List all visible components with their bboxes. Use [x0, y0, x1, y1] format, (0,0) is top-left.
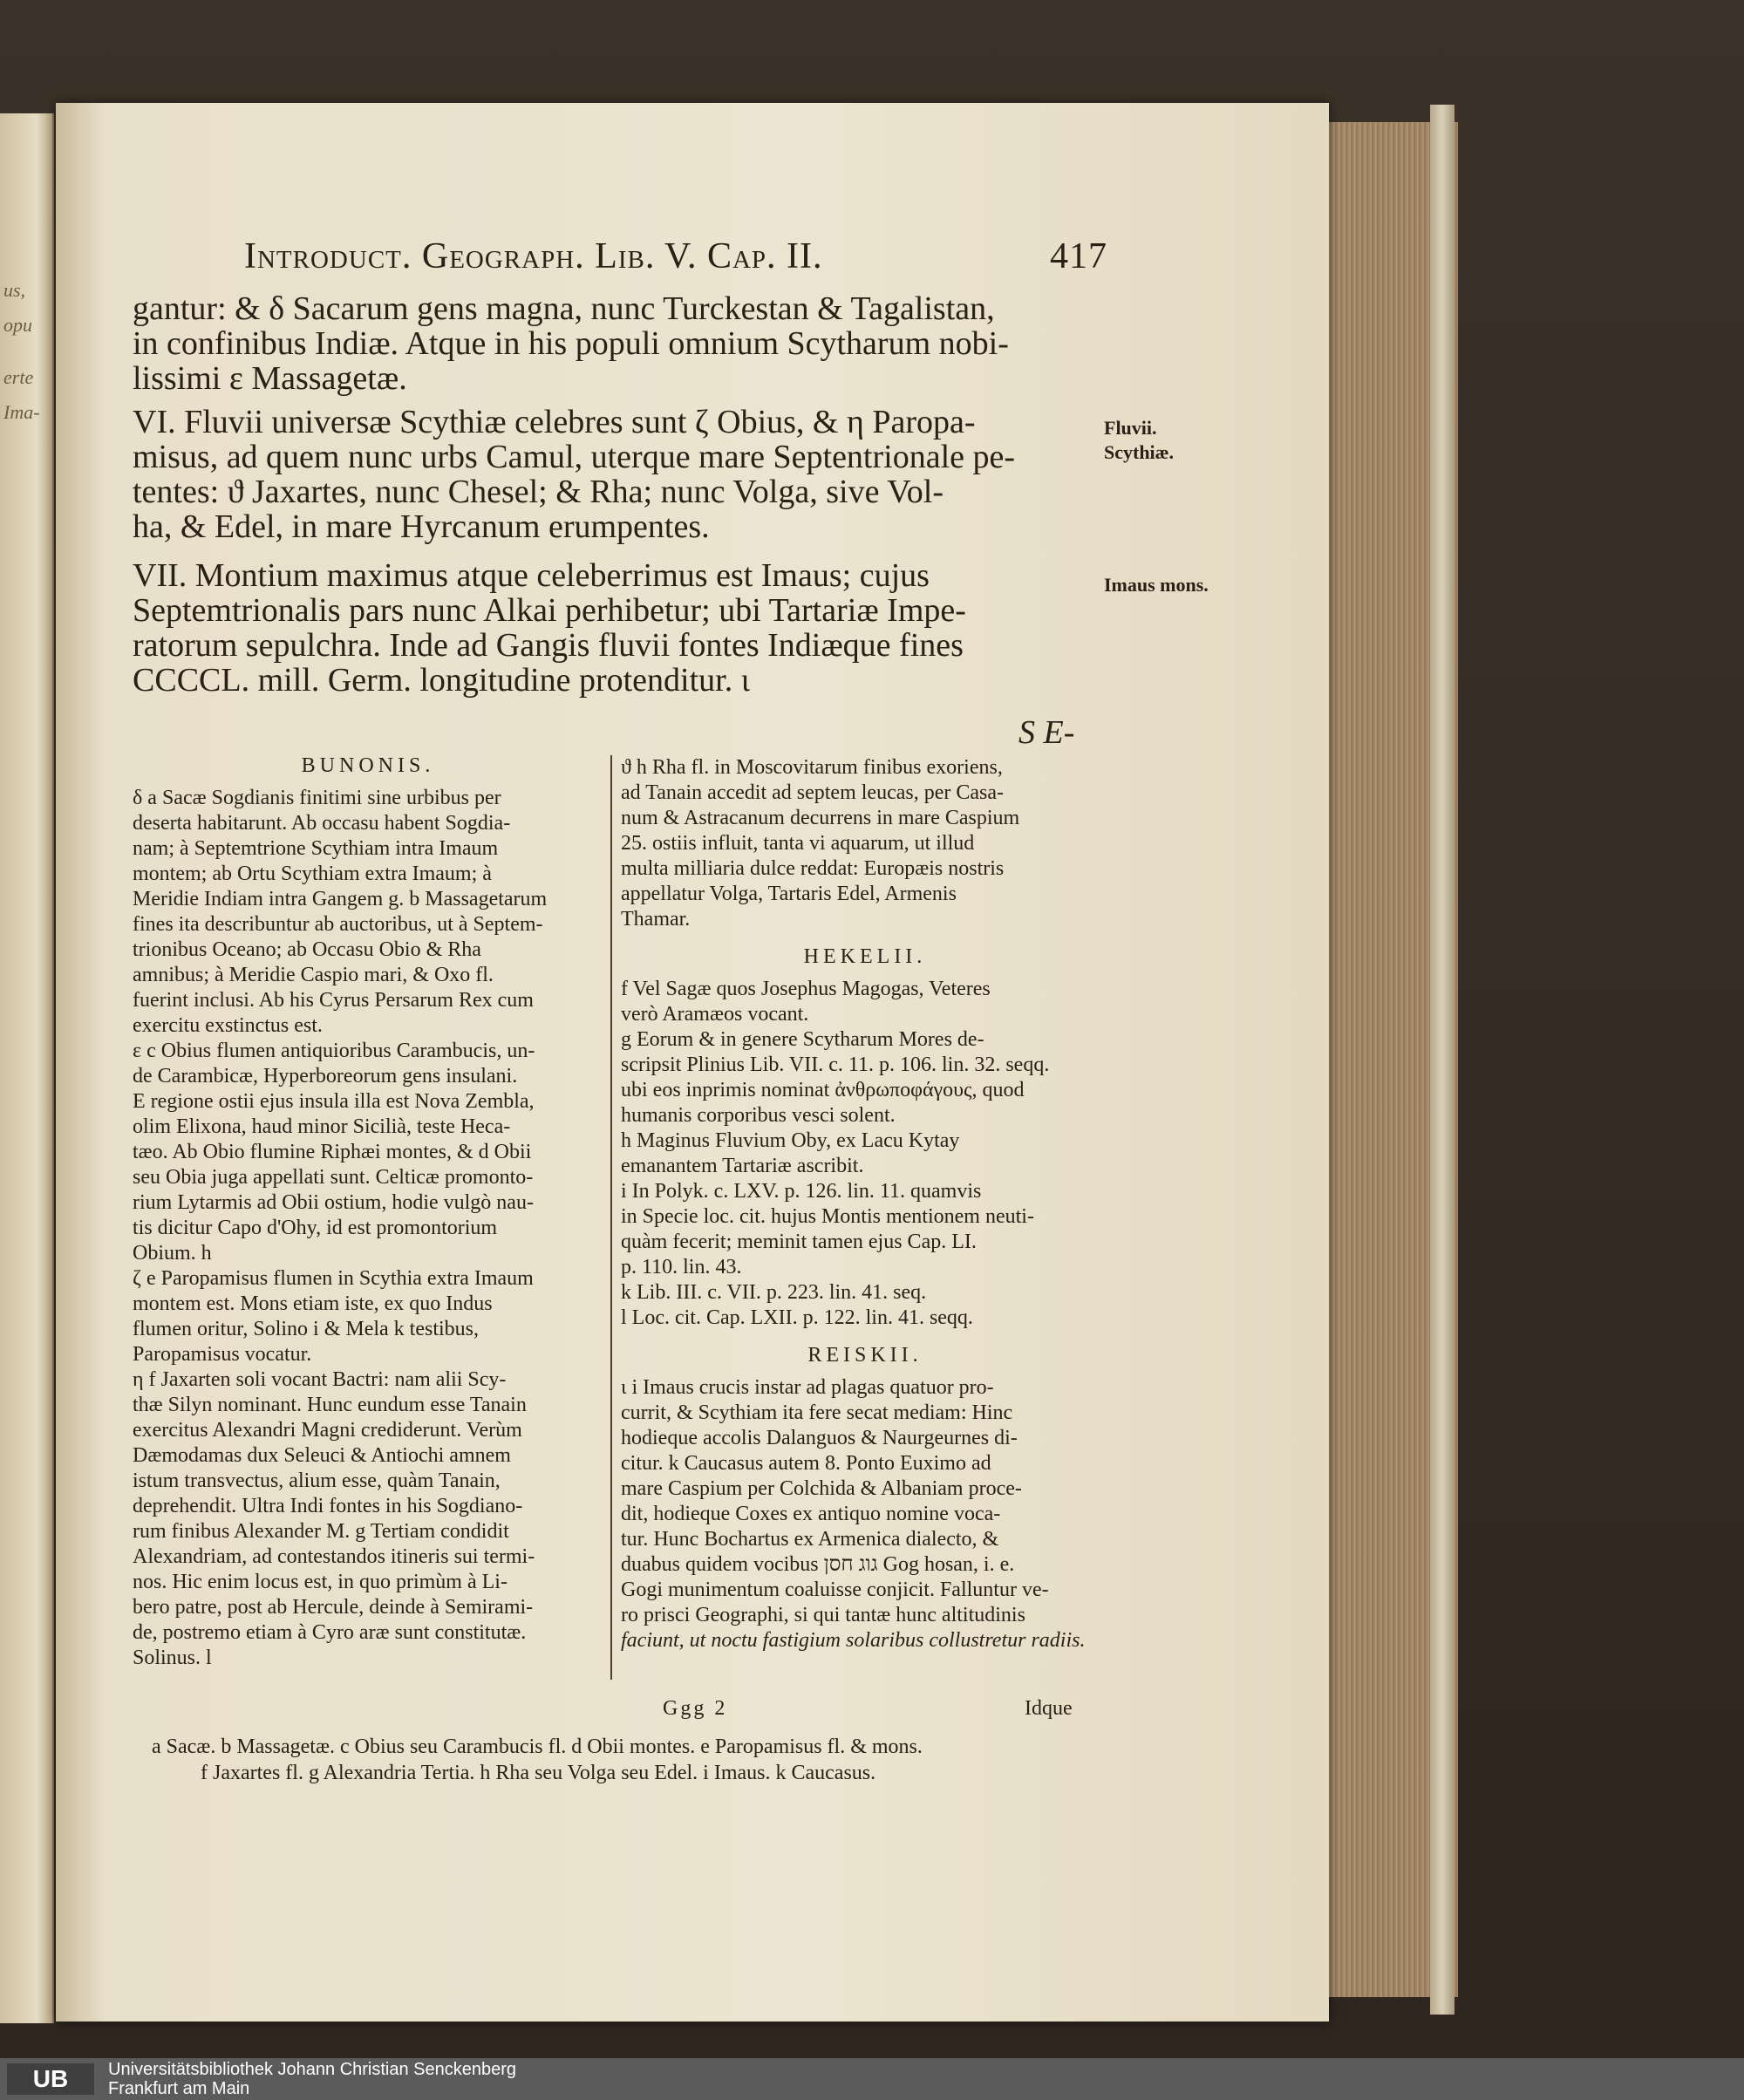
commentary-line: ad Tanain accedit ad septem leucas, per Casa-	[621, 781, 1005, 804]
commentary-line: rum finibus Alexander M. g Tertiam condidit	[133, 1520, 509, 1543]
commentary-line: quàm fecerit; meminit tamen ejus Cap. LI.	[621, 1231, 977, 1253]
main-text-line: Septemtrionalis pars nunc Alkai perhibetur; ubi Tartariæ Impe-	[133, 592, 966, 629]
commentary-line: Gogi munimentum coaluisse conjicit. Falluntur ve-	[621, 1578, 1049, 1601]
margin-note-fluvii: Fluvii.	[1104, 417, 1157, 439]
commentary-line: verò Aramæos vocant.	[621, 1003, 809, 1026]
commentary-line: bero patre, post ab Hercule, deinde à Semirami-	[133, 1596, 534, 1619]
commentary-line: nos. Hic enim locus est, in quo primùm à Li-	[133, 1571, 508, 1593]
signature-mark: Ggg 2	[663, 1697, 728, 1720]
commentary-line: appellatur Volga, Tartaris Edel, Armenis	[621, 883, 957, 905]
commentary-line: Solinus. l	[133, 1647, 212, 1669]
commentary-heading-bunonis: BUNONIS.	[301, 754, 435, 777]
library-logo: UB	[7, 2063, 94, 2095]
commentary-line: scripsit Plinius Lib. VII. c. 11. p. 106. lin. 32. seqq.	[621, 1053, 1050, 1076]
catchword-bottom: Idque	[1025, 1697, 1073, 1720]
commentary-line: deserta habitarunt. Ab occasu habent Sogdia-	[133, 812, 511, 835]
left-margin-fragment: Ima-	[3, 401, 40, 423]
main-text-line: ratorum sepulchra. Inde ad Gangis fluvii fontes Indiæque fines	[133, 627, 964, 664]
commentary-line: mare Caspium per Colchida & Albaniam proce-	[621, 1477, 1022, 1500]
commentary-line: faciunt, ut noctu fastigium solaribus collustretur radiis.	[621, 1629, 1086, 1652]
running-header	[244, 235, 1107, 277]
commentary-heading-hekelii: HEKELII.	[803, 945, 927, 968]
commentary-line: emanantem Tartariæ ascribit.	[621, 1155, 864, 1177]
commentary-line: exercitus Alexandri Magni crediderunt. Verùm	[133, 1419, 522, 1442]
main-text-line: VI. Fluvii universæ Scythiæ celebres sunt ζ Obius, & η Paropa-	[133, 404, 976, 440]
commentary-line: l Loc. cit. Cap. LXII. p. 122. lin. 41. seqq.	[621, 1306, 973, 1329]
commentary-line: num & Astracanum decurrens in mare Caspium	[621, 807, 1020, 829]
column-divider	[610, 755, 612, 1680]
footnote-line: f Jaxartes fl. g Alexandria Tertia. h Rha seu Volga seu Edel. i Imaus. k Caucasus.	[201, 1762, 876, 1784]
commentary-heading-reiskii: REISKII.	[807, 1344, 923, 1367]
commentary-line: ζ e Paropamisus flumen in Scythia extra Imaum	[133, 1267, 534, 1290]
commentary-line: h Maginus Fluvium Oby, ex Lacu Kytay	[621, 1129, 960, 1152]
commentary-line: δ a Sacæ Sogdianis finitimi sine urbibus per	[133, 787, 501, 809]
main-text-line: in confinibus Indiæ. Atque in his populi omnium Scytharum nobi-	[133, 325, 1009, 362]
commentary-line: nam; à Septemtrione Scythiam intra Imaum	[133, 837, 499, 860]
commentary-line: f Vel Sagæ quos Josephus Magogas, Veteres	[621, 978, 991, 1000]
main-text-line: ha, & Edel, in mare Hyrcanum erumpentes.	[133, 508, 710, 545]
commentary-line: Alexandriam, ad contestandos itineris sui termi-	[133, 1545, 535, 1568]
commentary-right-column	[621, 755, 1109, 1653]
commentary-line: flumen oritur, Solino i & Mela k testibus,	[133, 1318, 480, 1340]
library-location: Frankfurt am Main	[108, 2079, 250, 2098]
commentary-line: E regione ostii ejus insula illa est Nova Zembla,	[133, 1090, 535, 1113]
commentary-line: hodieque accolis Dalanguos & Naurgeurnes di-	[621, 1427, 1018, 1449]
commentary-line: montem est. Mons etiam iste, ex quo Indus	[133, 1292, 493, 1315]
commentary-line: Meridie Indiam intra Gangem g. b Massagetarum	[133, 888, 548, 910]
commentary-line: tur. Hunc Bochartus ex Armenica dialecto, &	[621, 1528, 999, 1551]
commentary-line: exercitu exstinctus est.	[133, 1014, 323, 1037]
commentary-line: duabus quidem vocibus גוג חסן Gog hosan, i. e.	[621, 1553, 1015, 1576]
commentary-line: Dæmodamas dux Seleuci & Antiochi amnem	[133, 1444, 511, 1467]
commentary-line: currit, & Scythiam ita fere secat mediam: Hinc	[621, 1401, 1013, 1424]
commentary-line: de, postremo etiam à Cyro aræ sunt constitutæ.	[133, 1621, 527, 1644]
commentary-line: in Specie loc. cit. hujus Montis mentionem neuti-	[621, 1205, 1034, 1228]
commentary-line: trionibus Oceano; ab Occasu Obio & Rha	[133, 938, 481, 961]
main-text-line: misus, ad quem nunc urbs Camul, uterque mare Septentrionale pe-	[133, 439, 1016, 475]
book-cover-edge	[1430, 105, 1454, 2015]
commentary-line: 25. ostiis influit, tanta vi aquarum, ut illud	[621, 832, 975, 855]
commentary-line: multa milliaria dulce reddat: Europæis nostris	[621, 857, 1005, 880]
left-facing-page-edge	[0, 113, 54, 2023]
commentary-line: ε c Obius flumen antiquioribus Carambucis, un-	[133, 1040, 535, 1062]
catchword-top: S E-	[1018, 714, 1075, 751]
library-name: Universitätsbibliothek Johann Christian Senckenberg	[108, 2060, 517, 2079]
commentary-line: olim Elixona, haud minor Sicilià, teste Heca-	[133, 1115, 511, 1138]
commentary-line: amnibus; à Meridie Caspio mari, & Oxo fl.	[133, 964, 494, 986]
commentary-line: citur. k Caucasus autem 8. Ponto Euximo ad	[621, 1452, 991, 1475]
footnote-line: a Sacæ. b Massagetæ. c Obius seu Carambucis fl. d Obii montes. e Paropamisus fl. & mons.	[152, 1735, 923, 1758]
commentary-line: de Carambicæ, Hyperboreorum gens insulani.	[133, 1065, 518, 1088]
commentary-line: istum transvectus, alium esse, quàm Tanain,	[133, 1469, 501, 1492]
commentary-line: ubi eos inprimis nominat ἀνθρωποφάγους, quod	[621, 1079, 1025, 1101]
commentary-line: Paropamisus vocatur.	[133, 1343, 312, 1366]
commentary-line: dit, hodieque Coxes ex antiquo nomine voca-	[621, 1503, 1001, 1525]
commentary-line: fuerint inclusi. Ab his Cyrus Persarum Rex cum	[133, 989, 534, 1012]
commentary-line: p. 110. lin. 43.	[621, 1256, 742, 1278]
main-text-line: tentes: ϑ Jaxartes, nunc Chesel; & Rha; nunc Volga, sive Vol-	[133, 474, 944, 510]
margin-note-scythiae: Scythiæ.	[1104, 441, 1175, 463]
running-title: Introduct. Geograph. Lib. V. Cap. II.	[244, 236, 823, 276]
commentary-line: thæ Silyn nominant. Hunc eundum esse Tanain	[133, 1394, 527, 1416]
main-text-line: gantur: & δ Sacarum gens magna, nunc Turckestan & Tagalistan,	[133, 290, 995, 327]
main-text-line: VII. Montium maximus atque celeberrimus est Imaus; cujus	[133, 557, 930, 594]
commentary-line: humanis corporibus vesci solent.	[621, 1104, 896, 1127]
commentary-line: g Eorum & in genere Scytharum Mores de-	[621, 1028, 984, 1051]
commentary-line: η f Jaxarten soli vocant Bactri: nam alii Scy-	[133, 1368, 507, 1391]
left-margin-fragment: opu	[3, 314, 32, 336]
library-footer-bar	[0, 2058, 1744, 2100]
commentary-line: rium Lytarmis ad Obii ostium, hodie vulgò nau-	[133, 1191, 534, 1214]
commentary-line: i In Polyk. c. LXV. p. 126. lin. 11. quamvis	[621, 1180, 982, 1203]
commentary-line: Thamar.	[621, 908, 691, 931]
commentary-line: ro prisci Geographi, si qui tantæ hunc altitudinis	[621, 1604, 1025, 1626]
main-text-line: CCCCL. mill. Germ. longitudine protenditur. ι	[133, 662, 750, 699]
main-text-line: lissimi ε Massagetæ.	[133, 360, 407, 397]
commentary-line: montem; ab Ortu Scythiam extra Imaum; à	[133, 862, 492, 885]
commentary-line: tæo. Ab Obio flumine Riphæi montes, & d Obii	[133, 1141, 532, 1163]
commentary-line: ι i Imaus crucis instar ad plagas quatuor pro-	[621, 1376, 994, 1399]
margin-note-imaus: Imaus mons.	[1104, 574, 1209, 596]
left-margin-fragment: us,	[3, 279, 26, 301]
commentary-line: fines ita describuntur ab auctoribus, ut à Septem-	[133, 913, 543, 936]
left-margin-fragment: erte	[3, 366, 34, 388]
commentary-line: seu Obia juga appellati sunt. Celticæ promonto-	[133, 1166, 534, 1189]
commentary-line: ϑ h Rha fl. in Moscovitarum finibus exoriens,	[621, 756, 1003, 779]
commentary-line: k Lib. III. c. VII. p. 223. lin. 41. seq.	[621, 1281, 927, 1304]
commentary-line: tis dicitur Capo d'Ohy, id est promontorium	[133, 1217, 498, 1239]
commentary-line: deprehendit. Ultra Indi fontes in his Sogdiano-	[133, 1495, 523, 1517]
commentary-left-column	[133, 748, 603, 1671]
page-number: 417	[1050, 236, 1107, 276]
commentary-line: Obium. h	[133, 1242, 212, 1265]
